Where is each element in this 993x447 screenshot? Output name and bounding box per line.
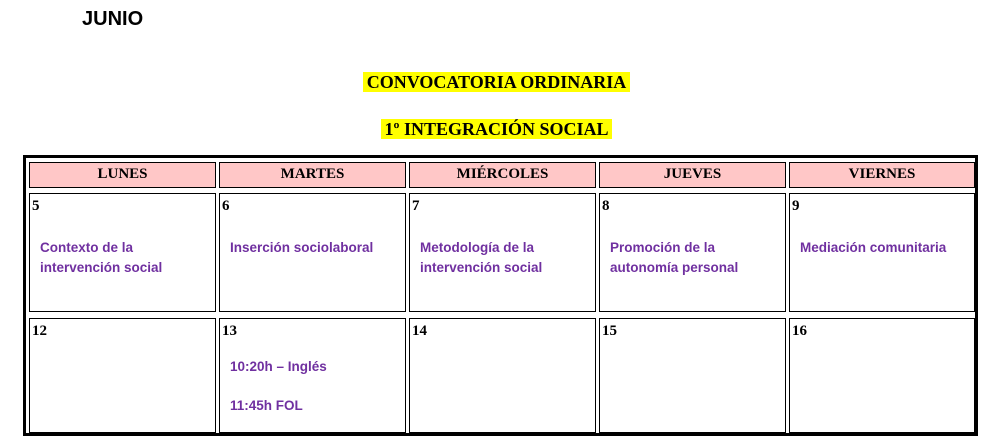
day-cell xyxy=(219,193,406,312)
weekday-header-miercoles: MIÉRCOLES xyxy=(409,162,596,188)
day-number: 13 xyxy=(222,323,237,339)
course-heading xyxy=(0,119,993,140)
day-cell xyxy=(219,318,406,433)
day-number: 8 xyxy=(602,198,610,214)
course-title: 1º INTEGRACIÓN SOCIAL xyxy=(381,119,613,139)
day-number: 15 xyxy=(602,323,617,339)
day-cell xyxy=(789,318,975,433)
month-title: JUNIO xyxy=(82,8,144,30)
day-number: 6 xyxy=(222,198,230,214)
exam-entry: 11:45h FOL xyxy=(230,398,303,413)
day-number: 12 xyxy=(32,323,47,339)
weekday-header-lunes: LUNES xyxy=(29,162,216,188)
exam-subject: Metodología de la intervención social xyxy=(420,240,543,275)
day-number: 14 xyxy=(412,323,427,339)
day-number: 9 xyxy=(792,198,800,214)
weekday-header-jueves: JUEVES xyxy=(599,162,786,188)
exam-subject: Mediación comunitaria xyxy=(800,240,947,255)
day-cell xyxy=(789,193,975,312)
exam-calendar xyxy=(23,155,978,436)
exam-session-title: CONVOCATORIA ORDINARIA xyxy=(363,72,631,92)
exam-session-heading xyxy=(0,72,993,93)
exam-subject: Contexto de la intervención social xyxy=(40,240,163,275)
exam-subject: Inserción sociolaboral xyxy=(230,240,374,255)
day-cell xyxy=(29,318,216,433)
weekday-header-viernes: VIERNES xyxy=(789,162,975,188)
day-cell xyxy=(599,193,786,312)
weekday-header-martes: MARTES xyxy=(219,162,406,188)
exam-subject: Promoción de la autonomía personal xyxy=(610,240,739,275)
exam-entry: 10:20h – Inglés xyxy=(230,359,327,374)
day-cell xyxy=(409,318,596,433)
day-number: 7 xyxy=(412,198,420,214)
day-cell xyxy=(409,193,596,312)
day-number: 5 xyxy=(32,198,40,214)
day-cell xyxy=(599,318,786,433)
day-cell xyxy=(29,193,216,312)
day-number: 16 xyxy=(792,323,807,339)
